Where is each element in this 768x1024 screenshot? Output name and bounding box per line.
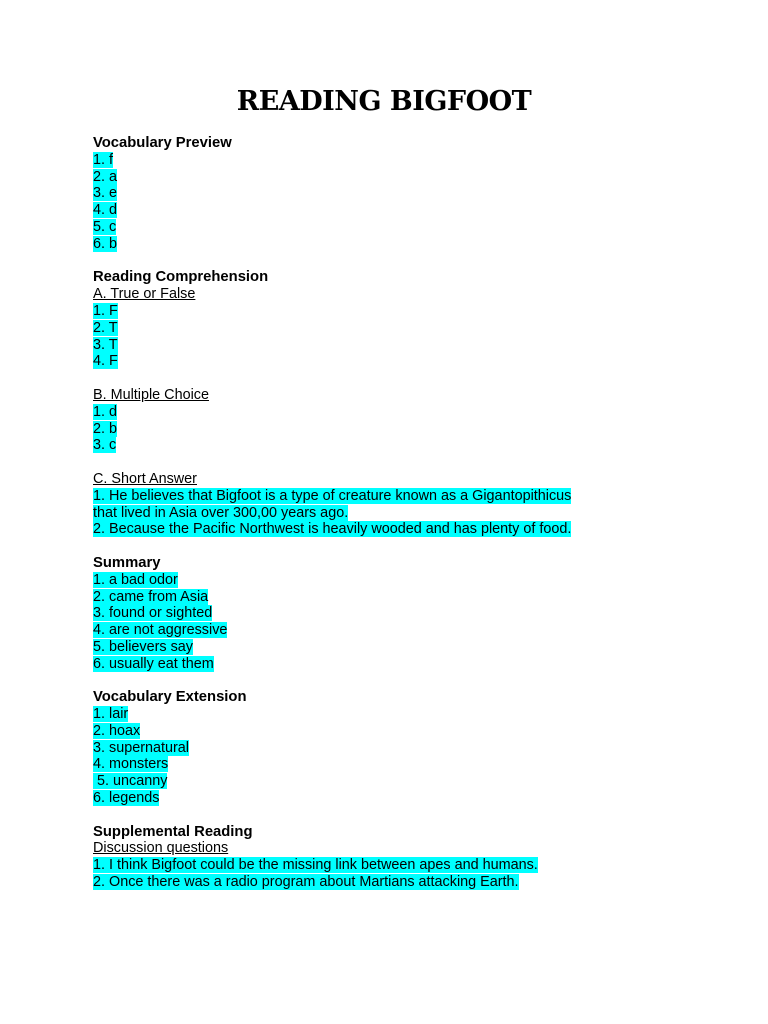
- answer-text: 1. f: [93, 151, 113, 168]
- answer-text: 1. I think Bigfoot could be the missing link between apes and humans.: [93, 857, 538, 874]
- answer-text: 4. d: [93, 202, 118, 219]
- answer-line: [93, 756, 713, 773]
- answer-text: 6. b: [93, 235, 118, 252]
- answer-text: 2. came from Asia: [93, 588, 209, 605]
- answer-text: 1. He believes that Bigfoot is a type of creature known as a Gigantopithicus that lived in Asia over 300,00 years ago.: [93, 487, 572, 521]
- answer-line: [93, 421, 713, 438]
- answer-line: [93, 706, 713, 723]
- answer-text: 2. a: [93, 168, 118, 185]
- answer-line: [93, 874, 713, 891]
- section-heading: Summary: [93, 554, 161, 571]
- summary-section: [93, 555, 713, 673]
- answer-line: [93, 185, 713, 202]
- answer-line: [93, 169, 713, 186]
- answer-text: 1. lair: [93, 706, 129, 723]
- answer-text: 6. legends: [93, 790, 160, 807]
- answer-line: [93, 320, 713, 337]
- answer-text: 2. hoax: [93, 722, 141, 739]
- answer-text: 6. usually eat them: [93, 655, 214, 672]
- answer-line: [93, 605, 713, 622]
- answer-line: [93, 337, 713, 354]
- answer-text: 2. Once there was a radio program about Martians attacking Earth.: [93, 874, 519, 891]
- answer-line: [93, 404, 713, 421]
- answer-text: 3. e: [93, 185, 118, 202]
- answer-line: [93, 723, 713, 740]
- subsection-label: A. True or False: [93, 286, 196, 303]
- answer-line: [93, 219, 713, 236]
- answer-text: 3. supernatural: [93, 739, 189, 756]
- answer-text: 5. c: [93, 218, 117, 235]
- vocabulary-preview-section: [93, 135, 713, 253]
- answer-text: 4. F: [93, 353, 118, 370]
- section-heading: Vocabulary Preview: [93, 135, 232, 151]
- answer-line: [93, 303, 713, 320]
- subsection-label: C. Short Answer: [93, 470, 197, 487]
- answer-line: [93, 202, 713, 219]
- answer-line: [93, 437, 713, 454]
- answer-text: 3. T: [93, 336, 118, 353]
- answer-line: [93, 488, 573, 522]
- vocabulary-extension-section: [93, 689, 713, 807]
- subsection-label: B. Multiple Choice: [93, 386, 209, 403]
- answer-text: 2. Because the Pacific Northwest is heavily wooded and has plenty of food.: [93, 521, 572, 538]
- answer-line: [93, 589, 713, 606]
- answer-text: 4. are not aggressive: [93, 622, 228, 639]
- answer-text: 3. c: [93, 437, 117, 454]
- subsection-label: Discussion questions: [93, 840, 229, 857]
- answer-text: 1. a bad odor: [93, 571, 178, 588]
- answer-line: [93, 790, 713, 807]
- answer-text: 3. found or sighted: [93, 605, 213, 622]
- multiple-choice-section: [93, 387, 713, 454]
- supplemental-reading-section: [93, 824, 713, 891]
- section-heading: Vocabulary Extension: [93, 689, 247, 706]
- answer-line: [93, 857, 713, 874]
- section-heading: Reading Comprehension: [93, 269, 269, 286]
- answer-text: 1. d: [93, 403, 118, 420]
- answer-key: [93, 135, 713, 908]
- answer-line: [93, 639, 713, 656]
- page-title: READING BIGFOOT: [236, 86, 532, 117]
- answer-text: 1. F: [93, 302, 118, 319]
- section-heading: Supplemental Reading: [93, 823, 253, 840]
- answer-line: [93, 572, 713, 589]
- answer-text: 5. believers say: [93, 638, 193, 655]
- answer-line: [93, 740, 713, 757]
- answer-line: [93, 521, 573, 538]
- answer-text: 5. uncanny: [93, 773, 168, 790]
- answer-text: 2. T: [93, 319, 118, 336]
- answer-line: [93, 152, 713, 169]
- answer-line: [93, 656, 713, 673]
- answer-line: [93, 353, 713, 370]
- answer-text: 2. b: [93, 420, 118, 437]
- reading-comprehension-section: [93, 269, 713, 370]
- answer-line: [93, 773, 713, 790]
- answer-line: [93, 236, 713, 253]
- short-answer-section: [93, 471, 713, 538]
- answer-line: [93, 622, 713, 639]
- answer-text: 4. monsters: [93, 756, 169, 773]
